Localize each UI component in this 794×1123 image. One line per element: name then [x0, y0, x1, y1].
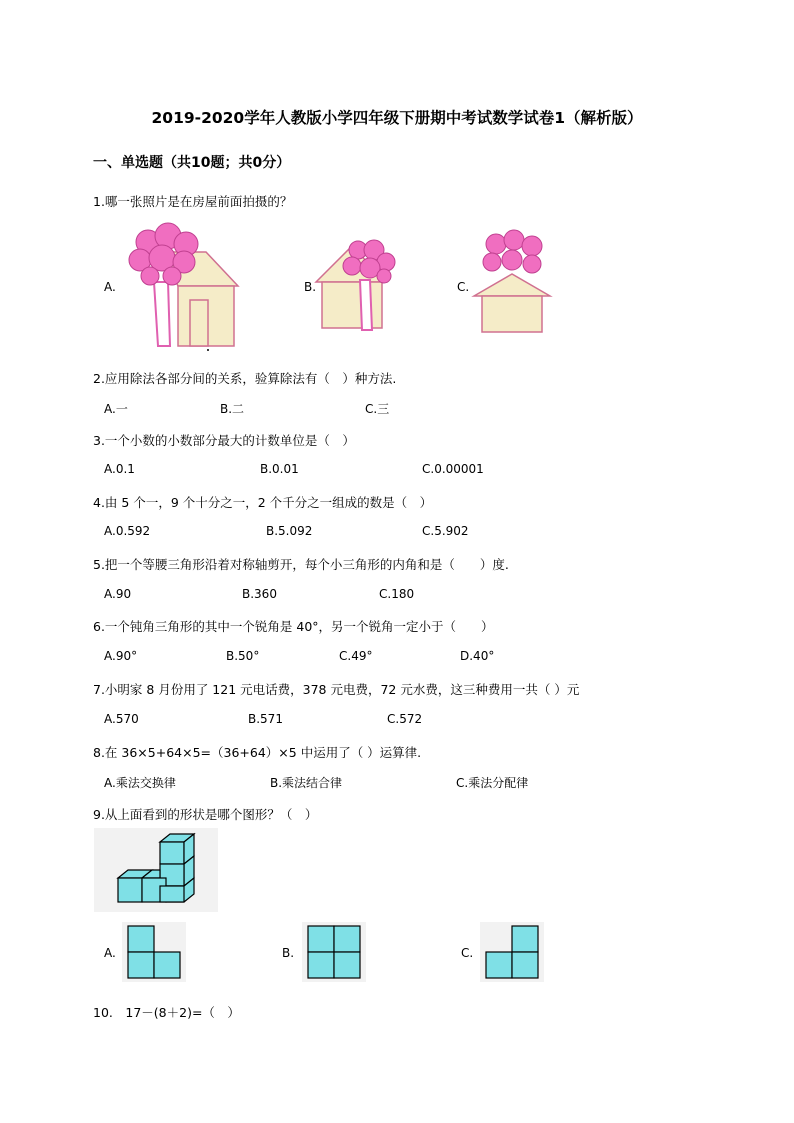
- q5-option-a[interactable]: A.90: [104, 587, 132, 601]
- q1-option-c[interactable]: C.: [457, 280, 470, 294]
- q6-option-b[interactable]: B.50°: [226, 649, 260, 663]
- q6-option-c[interactable]: C.49°: [339, 649, 373, 663]
- question-5: 5.把一个等腰三角形沿着对称轴剪开，每个小三角形的内角和是（ ）度.: [93, 557, 509, 572]
- q3-option-a[interactable]: A.0.1: [104, 462, 135, 476]
- top-view-c-figure: [480, 922, 544, 982]
- q9-option-a[interactable]: A.: [104, 946, 116, 960]
- q9-option-b[interactable]: B.: [282, 946, 295, 960]
- house-tree-picture-b: [314, 236, 404, 336]
- section-heading: 一、单选题（共10题；共0分）: [93, 155, 291, 171]
- question-7: 7.小明家 8 月份用了 121 元电话费，378 元电费，72 元水费，这三种费用一共（ ）元: [93, 682, 580, 697]
- q6-option-a[interactable]: A.90°: [104, 649, 138, 663]
- top-view-b-figure: [302, 922, 366, 982]
- question-10: 10. 17－(8＋2)=（ ）: [93, 1005, 240, 1020]
- q7-option-b[interactable]: B.571: [248, 712, 283, 726]
- q2-option-b[interactable]: B.二: [220, 402, 245, 416]
- question-2: 2.应用除法各部分间的关系，验算除法有（ ）种方法.: [93, 371, 397, 386]
- q6-option-d[interactable]: D.40°: [460, 649, 495, 663]
- q3-option-b[interactable]: B.0.01: [260, 462, 299, 476]
- q2-option-c[interactable]: C.三: [365, 402, 390, 416]
- cube-stack-figure: [94, 828, 218, 912]
- q8-option-c[interactable]: C.乘法分配律: [456, 776, 529, 790]
- q4-option-c[interactable]: C.5.902: [422, 524, 469, 538]
- question-1: 1.哪一张照片是在房屋前面拍摄的？: [93, 194, 293, 209]
- page-title: 2019-2020学年人教版小学四年级下册期中考试数学试卷1（解析版）: [151, 109, 643, 127]
- q1-option-a[interactable]: A.: [104, 280, 116, 294]
- question-3: 3.一个小数的小数部分最大的计数单位是（ ）: [93, 433, 355, 448]
- q8-option-b[interactable]: B.乘法结合律: [270, 776, 343, 790]
- q7-option-a[interactable]: A.570: [104, 712, 139, 726]
- q1-option-b[interactable]: B.: [304, 280, 317, 294]
- q4-option-a[interactable]: A.0.592: [104, 524, 151, 538]
- q5-option-c[interactable]: C.180: [379, 587, 415, 601]
- question-4: 4.由 5 个一，9 个十分之一，2 个千分之一组成的数是（ ）: [93, 495, 433, 510]
- house-tree-picture-a: [118, 222, 258, 352]
- q2-option-a[interactable]: A.一: [104, 402, 128, 416]
- q7-option-c[interactable]: C.572: [387, 712, 423, 726]
- q3-option-c[interactable]: C.0.00001: [422, 462, 484, 476]
- house-tree-picture-c: [470, 230, 560, 340]
- question-9: 9.从上面看到的形状是哪个图形？（ ）: [93, 807, 318, 822]
- q8-option-a[interactable]: A.乘法交换律: [104, 776, 176, 790]
- q4-option-b[interactable]: B.5.092: [266, 524, 313, 538]
- q5-option-b[interactable]: B.360: [242, 587, 277, 601]
- top-view-a-figure: [122, 922, 186, 982]
- q9-option-c[interactable]: C.: [461, 946, 474, 960]
- question-8: 8.在 36×5+64×5=（36+64）×5 中运用了（ ）运算律.: [93, 745, 422, 760]
- question-6: 6.一个钝角三角形的其中一个锐角是 40°，另一个锐角一定小于（ ）: [93, 619, 494, 634]
